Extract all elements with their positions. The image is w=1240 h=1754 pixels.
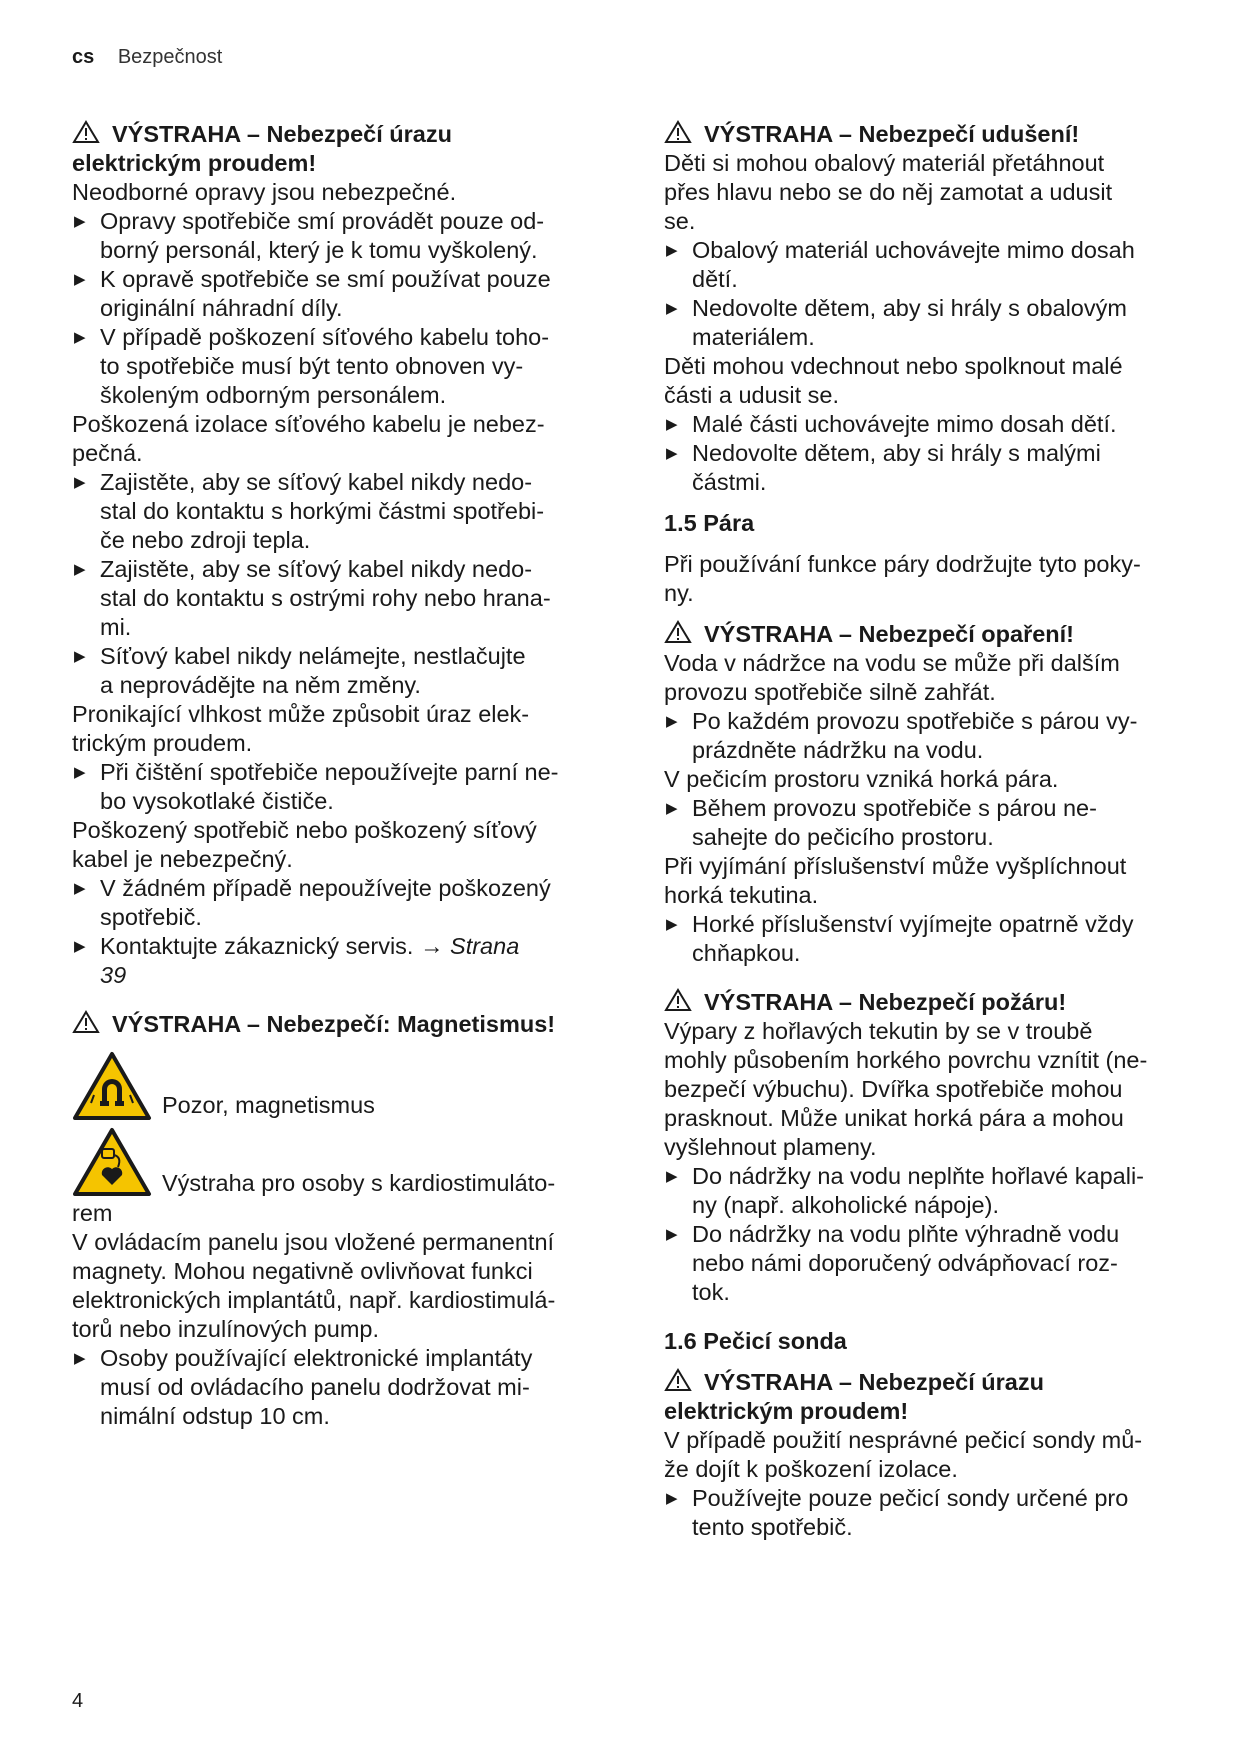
language-code: cs xyxy=(72,46,95,68)
bullet-icon: ▶ xyxy=(666,713,678,730)
bullet-icon: ▶ xyxy=(666,1490,678,1507)
paragraph: Výpary z hořlavých tekutin by se v troubě mohly působením horkého povrchu vznítit (ne- bezpečí výbuchu). Dvířka spotřebiče mohou prasknout. Může unikat horká pára a mohou vyšlehnout plameny. xyxy=(664,1018,1148,1160)
bullet-list xyxy=(72,468,612,700)
warning-scalding xyxy=(664,620,1204,649)
bullet-icon: ▶ xyxy=(666,445,678,462)
bullet-icon: ▶ xyxy=(74,474,86,491)
symbol-label: Výstraha pro osoby s kardiostimuláto- xyxy=(162,1170,556,1196)
bullet-icon: ▶ xyxy=(666,1168,678,1185)
list-item: ▶ Po každém provozu spotřebiče s párou vy- prázdněte nádržku na vodu. xyxy=(666,708,1138,763)
warning-suffocation xyxy=(664,120,1204,149)
list-item: ▶ Zajistěte, aby se síťový kabel nikdy nedo- stal do kontaktu s horkými částmi spotřebi- če nebo zdroji tepla. xyxy=(74,469,545,553)
bullet-list xyxy=(72,207,612,410)
list-item: ▶ Do nádržky na vodu plňte výhradně vodu nebo námi doporučený odvápňovací roz- tok. xyxy=(666,1221,1120,1305)
bullet-icon: ▶ xyxy=(666,242,678,259)
warning-title: VÝSTRAHA – Nebezpečí opaření! xyxy=(704,621,1074,647)
paragraph: Poškozený spotřebič nebo poškozený síťový kabel je nebezpečný. xyxy=(72,817,537,872)
bullet-icon: ▶ xyxy=(666,1226,678,1243)
warning-title: VÝSTRAHA – Nebezpečí: Magnetismus! xyxy=(112,1011,556,1037)
pacemaker-warning-icon xyxy=(72,1127,152,1197)
bullet-list xyxy=(664,1162,1204,1307)
bullet-list xyxy=(664,910,1204,968)
warning-triangle-icon xyxy=(664,620,692,644)
bullet-list xyxy=(72,758,612,816)
paragraph: V pečicím prostoru vzniká horká pára. xyxy=(664,766,1059,792)
list-item: ▶ Horké příslušenství vyjímejte opatrně vždy chňapkou. xyxy=(666,911,1134,966)
list-item: ▶ Síťový kabel nikdy nelámejte, nestlačujte a neprovádějte na něm změny. xyxy=(74,643,526,698)
bullet-icon: ▶ xyxy=(666,416,678,433)
bullet-icon: ▶ xyxy=(74,561,86,578)
bullet-icon: ▶ xyxy=(74,213,86,230)
warning-electric-shock xyxy=(72,120,612,178)
bullet-icon: ▶ xyxy=(666,800,678,817)
arrow-right-icon: → xyxy=(420,933,444,959)
list-item: ▶ Obalový materiál uchovávejte mimo dosah dětí. xyxy=(666,237,1135,292)
list-item: ▶ Nedovolte dětem, aby si hrály s malými částmi. xyxy=(666,440,1101,495)
paragraph: Voda v nádržce na vodu se může při dalším provozu spotřebiče silně zahřát. xyxy=(664,650,1120,705)
paragraph: Děti mohou vdechnout nebo spolknout malé části a udusit se. xyxy=(664,353,1123,408)
warning-electric-shock-probe xyxy=(664,1368,1204,1426)
bullet-list xyxy=(664,707,1204,765)
paragraph: Poškozená izolace síťového kabelu je nebez- pečná. xyxy=(72,411,545,466)
magnet-warning-icon xyxy=(72,1051,152,1121)
paragraph: Neodborné opravy jsou nebezpečné. xyxy=(72,179,457,205)
list-item: ▶ Používejte pouze pečicí sondy určené pro tento spotřebič. xyxy=(666,1485,1129,1540)
bullet-icon: ▶ xyxy=(74,329,86,346)
list-item: ▶ Během provozu spotřebiče s párou ne- sahejte do pečicího prostoru. xyxy=(666,795,1097,850)
warning-triangle-icon xyxy=(664,988,692,1012)
warning-magnetism xyxy=(72,1010,612,1039)
page-header xyxy=(72,46,222,69)
bullet-list xyxy=(72,1344,612,1431)
list-item: ▶ Zajistěte, aby se síťový kabel nikdy nedo- stal do kontaktu s ostrými rohy nebo hrana- mi. xyxy=(74,556,551,640)
warning-title-cont: elektrickým proudem! xyxy=(72,150,317,176)
list-item: ▶ Do nádržky na vodu neplňte hořlavé kapali- ny (např. alkoholické nápoje). xyxy=(666,1163,1144,1218)
bullet-list xyxy=(72,874,612,990)
warning-triangle-icon xyxy=(72,120,100,144)
bullet-icon: ▶ xyxy=(74,764,86,781)
warning-title-cont: elektrickým proudem! xyxy=(664,1398,909,1424)
bullet-icon: ▶ xyxy=(74,648,86,665)
section-title: Bezpečnost xyxy=(117,46,223,68)
left-column xyxy=(72,120,612,1431)
list-item: ▶ Malé části uchovávejte mimo dosah dětí. xyxy=(666,411,1117,437)
warning-title: VÝSTRAHA – Nebezpečí úrazu xyxy=(112,121,452,147)
pacemaker-symbol-row xyxy=(72,1127,612,1199)
magnetism-symbol-row xyxy=(72,1051,612,1127)
page-number: 4 xyxy=(72,1690,84,1712)
warning-triangle-icon xyxy=(72,1010,100,1034)
warning-title: VÝSTRAHA – Nebezpečí požáru! xyxy=(704,989,1067,1015)
paragraph: Děti si mohou obalový materiál přetáhnout přes hlavu nebo se do něj zamotat a udusit se. xyxy=(664,150,1113,234)
paragraph: Při používání funkce páry dodržujte tyto poky- ny. xyxy=(664,551,1141,606)
bullet-list xyxy=(664,236,1204,352)
bullet-icon: ▶ xyxy=(74,880,86,897)
list-item: ▶ Kontaktujte zákaznický servis. → Strana 39 xyxy=(74,933,520,988)
warning-triangle-icon xyxy=(664,1368,692,1392)
bullet-icon: ▶ xyxy=(74,938,86,955)
list-item: ▶ V případě poškození síťového kabelu toho- to spotřebiče musí být tento obnoven vy- školeným odborným personálem. xyxy=(74,324,550,408)
warning-title: VÝSTRAHA – Nebezpečí udušení! xyxy=(704,121,1080,147)
page-reference-number[interactable]: 39 xyxy=(100,962,127,988)
list-item: ▶ Osoby používající elektronické implantáty musí od ovládacího panelu dodržovat mi- nimální odstup 10 cm. xyxy=(74,1345,533,1429)
bullet-list xyxy=(664,410,1204,497)
paragraph: V ovládacím panelu jsou vložené permanentní magnety. Mohou negativně ovlivňovat funkci elektronických implantátů, např. kardiostimulá- torů nebo inzulínových pump. xyxy=(72,1229,556,1342)
warning-triangle-icon xyxy=(664,120,692,144)
list-item: ▶ Při čištění spotřebiče nepoužívejte parní ne- bo vysokotlaké čističe. xyxy=(74,759,559,814)
bullet-icon: ▶ xyxy=(666,916,678,933)
symbol-label: Pozor, magnetismus xyxy=(162,1092,375,1118)
bullet-icon: ▶ xyxy=(74,1350,86,1367)
paragraph: V případě použití nesprávné pečicí sondy mů- že dojít k poškození izolace. xyxy=(664,1427,1143,1482)
bullet-icon: ▶ xyxy=(666,300,678,317)
list-item: ▶ Nedovolte dětem, aby si hrály s obalovým materiálem. xyxy=(666,295,1127,350)
paragraph: rem xyxy=(72,1200,113,1226)
paragraph: Při vyjímání příslušenství může vyšplíchnout horká tekutina. xyxy=(664,853,1127,908)
bullet-icon: ▶ xyxy=(74,271,86,288)
list-item: ▶ K opravě spotřebiče se smí používat pouze originální náhradní díly. xyxy=(74,266,551,321)
paragraph: Pronikající vlhkost může způsobit úraz elek- trickým proudem. xyxy=(72,701,530,756)
section-heading-steam: 1.5 Pára xyxy=(664,510,755,536)
page-reference-link[interactable]: Strana xyxy=(450,933,520,959)
section-heading-probe: 1.6 Pečicí sonda xyxy=(664,1328,847,1354)
warning-fire xyxy=(664,988,1204,1017)
warning-title: VÝSTRAHA – Nebezpečí úrazu xyxy=(704,1369,1044,1395)
list-item: ▶ V žádném případě nepoužívejte poškozený spotřebič. xyxy=(74,875,551,930)
list-item: ▶ Opravy spotřebiče smí provádět pouze od- borný personál, který je k tomu vyškolený. xyxy=(74,208,545,263)
bullet-list xyxy=(664,1484,1204,1542)
bullet-list xyxy=(664,794,1204,852)
right-column xyxy=(664,120,1204,1542)
